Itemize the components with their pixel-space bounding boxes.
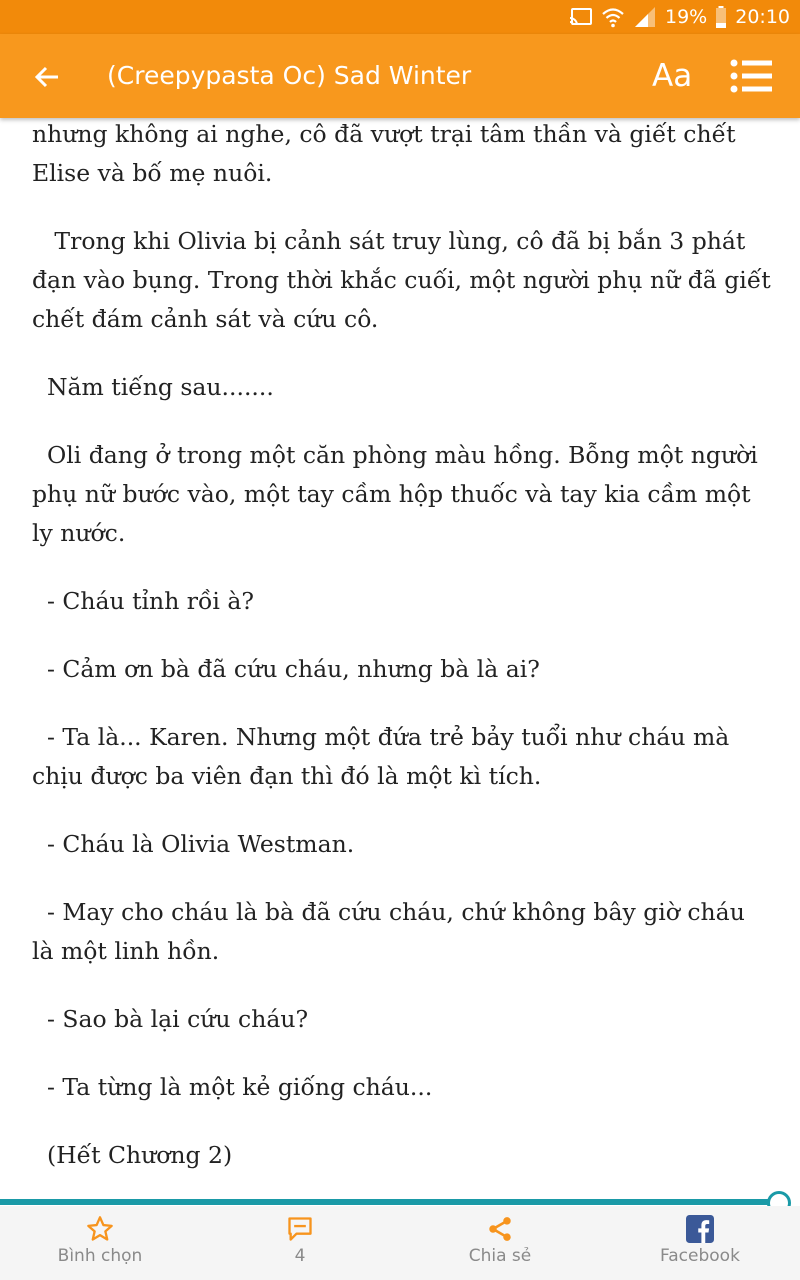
list-icon	[728, 56, 774, 96]
back-button[interactable]	[22, 52, 72, 102]
bottom-action-bar	[0, 1206, 800, 1280]
vote-button[interactable]	[0, 1206, 200, 1280]
story-paragraph: - May cho cháu là bà đã cứu cháu, chứ không bây giờ cháu là một linh hồn.	[32, 898, 753, 965]
status-bar	[0, 0, 800, 34]
story-paragraph: Năm tiếng sau.......	[32, 373, 274, 401]
status-indicators	[569, 0, 790, 34]
comments-button[interactable]	[200, 1206, 400, 1280]
font-settings-button[interactable]: Aa	[652, 58, 693, 94]
share-button[interactable]	[400, 1206, 600, 1280]
battery-percent: 19%	[665, 6, 708, 28]
table-of-contents-button[interactable]	[728, 56, 774, 96]
comments-count: 4	[294, 1246, 306, 1266]
arrow-left-icon	[34, 66, 60, 88]
vote-label: Bình chọn	[57, 1246, 143, 1266]
story-paragraph: - Cháu tỉnh rồi à?	[32, 587, 255, 615]
story-paragraph: - Ta là... Karen. Nhưng một đứa trẻ bảy tuổi như cháu mà chịu được ba viên đạn thì đó là một kì tích.	[32, 723, 737, 790]
story-title: (Creepypasta Oc) Sad Winter	[107, 61, 472, 90]
story-paragraph: - Cháu là Olivia Westman.	[32, 830, 355, 858]
cast-icon	[569, 7, 593, 27]
share-icon	[486, 1215, 514, 1243]
story-paragraph: Oli đang ở trong một căn phòng màu hồng. Bỗng một người phụ nữ bước vào, một tay cầm hộp thuốc và tay kia cầm một ly nước.	[32, 441, 766, 547]
comment-icon	[286, 1215, 314, 1243]
facebook-button[interactable]	[600, 1206, 800, 1280]
story-paragraph: - Ta từng là một kẻ giống cháu...	[32, 1073, 433, 1101]
clock: 20:10	[735, 6, 790, 28]
app-bar	[0, 34, 800, 118]
battery-icon	[715, 6, 727, 28]
share-label: Chia sẻ	[468, 1246, 532, 1266]
story-paragraph: nhưng không ai nghe, cô đã vượt trại tâm thần và giết chết Elise và bố mẹ nuôi.	[32, 120, 743, 187]
story-paragraph: - Sao bà lại cứu cháu?	[32, 1005, 309, 1033]
wifi-icon	[601, 6, 625, 28]
star-icon	[86, 1215, 114, 1243]
story-paragraph: Trong khi Olivia bị cảnh sát truy lùng, cô đã bị bắn 3 phát đạn vào bụng. Trong thời khắc cuối, một người phụ nữ đã giết chết đám cảnh sát và cứu cô.	[32, 227, 779, 333]
facebook-icon	[686, 1215, 714, 1243]
story-paragraph: (Hết Chương 2)	[32, 1141, 233, 1169]
story-paragraph: - Cảm ơn bà đã cứu cháu, nhưng bà là ai?	[32, 655, 540, 683]
reading-progress-bar[interactable]	[0, 1199, 782, 1205]
facebook-label: Facebook	[660, 1246, 740, 1266]
story-content[interactable]	[32, 118, 779, 1200]
signal-icon	[633, 6, 657, 28]
